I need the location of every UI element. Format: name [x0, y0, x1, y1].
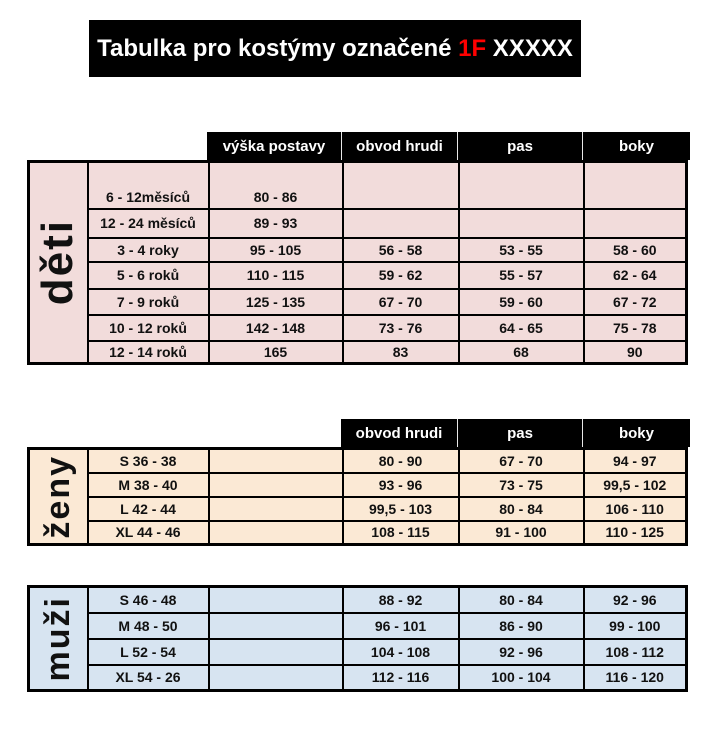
- cell-size: S 46 - 48: [88, 587, 209, 613]
- title-text: Tabulka pro kostýmy označené: [97, 34, 459, 62]
- table-row: [29, 449, 687, 473]
- cell-pas: 86 - 90: [459, 613, 584, 639]
- cell-size: L 52 - 54: [88, 639, 209, 665]
- cell-size: XL 44 - 46: [88, 521, 209, 545]
- cell-vyska: 95 - 105: [209, 238, 343, 262]
- cell-boky: 99 - 100: [584, 613, 687, 639]
- column-header-hrud: obvod hrudi: [341, 132, 457, 160]
- table-row: [29, 613, 687, 639]
- cell-size: M 38 - 40: [88, 473, 209, 497]
- cell-hrud: 93 - 96: [343, 473, 459, 497]
- cell-size: 12 - 24 měsíců: [88, 209, 209, 238]
- zeny-size-table: [27, 447, 688, 546]
- cell-size: 7 - 9 roků: [88, 289, 209, 315]
- column-header-boky: boky: [582, 132, 690, 160]
- group-label-deti: děti: [33, 219, 83, 306]
- cell-size: XL 54 - 26: [88, 665, 209, 691]
- cell-vyska: [209, 639, 343, 665]
- column-header-pas: pas: [457, 132, 582, 160]
- table-row: [29, 262, 687, 289]
- cell-pas: 80 - 84: [459, 587, 584, 613]
- cell-vyska: 110 - 115: [209, 262, 343, 289]
- cell-boky: 106 - 110: [584, 497, 687, 521]
- cell-pas: 53 - 55: [459, 238, 584, 262]
- cell-size: M 48 - 50: [88, 613, 209, 639]
- group-label-cell-muzi: [29, 587, 88, 691]
- cell-hrud: [343, 162, 459, 209]
- title-code-highlight: 1F: [458, 34, 487, 62]
- cell-boky: 116 - 120: [584, 665, 687, 691]
- cell-hrud: 80 - 90: [343, 449, 459, 473]
- cell-size: 5 - 6 roků: [88, 262, 209, 289]
- column-header-boky: boky: [582, 419, 690, 447]
- table-row: [29, 665, 687, 691]
- table-row: [29, 521, 687, 545]
- cell-pas: 91 - 100: [459, 521, 584, 545]
- cell-pas: 59 - 60: [459, 289, 584, 315]
- cell-size: L 42 - 44: [88, 497, 209, 521]
- cell-hrud: 104 - 108: [343, 639, 459, 665]
- group-label-zeny: ženy: [39, 454, 78, 539]
- cell-boky: 75 - 78: [584, 315, 687, 341]
- cell-pas: 100 - 104: [459, 665, 584, 691]
- table-row: [29, 209, 687, 238]
- cell-pas: 73 - 75: [459, 473, 584, 497]
- group-label-cell-deti: [29, 162, 88, 364]
- cell-vyska: 89 - 93: [209, 209, 343, 238]
- deti-column-header: [207, 132, 690, 160]
- cell-size: 3 - 4 roky: [88, 238, 209, 262]
- group-label-muzi: muži: [39, 595, 78, 682]
- cell-pas: 67 - 70: [459, 449, 584, 473]
- cell-vyska: 80 - 86: [209, 162, 343, 209]
- cell-pas: 68: [459, 341, 584, 364]
- table-row: [29, 587, 687, 613]
- cell-pas: 64 - 65: [459, 315, 584, 341]
- cell-pas: 55 - 57: [459, 262, 584, 289]
- column-header-hrud: obvod hrudi: [341, 419, 457, 447]
- cell-boky: 99,5 - 102: [584, 473, 687, 497]
- cell-hrud: [343, 209, 459, 238]
- cell-vyska: 165: [209, 341, 343, 364]
- cell-boky: [584, 209, 687, 238]
- title-text-suffix: XXXXX: [486, 34, 573, 62]
- deti-size-table: [27, 160, 688, 365]
- table-row: [29, 289, 687, 315]
- cell-hrud: 83: [343, 341, 459, 364]
- table-row: [29, 497, 687, 521]
- cell-hrud: 56 - 58: [343, 238, 459, 262]
- cell-size: 12 - 14 roků: [88, 341, 209, 364]
- cell-vyska: [209, 521, 343, 545]
- column-header-pas: pas: [457, 419, 582, 447]
- cell-boky: 92 - 96: [584, 587, 687, 613]
- cell-hrud: 96 - 101: [343, 613, 459, 639]
- group-label-cell-zeny: [29, 449, 88, 545]
- cell-pas: 92 - 96: [459, 639, 584, 665]
- table-row: [29, 473, 687, 497]
- cell-vyska: [209, 665, 343, 691]
- cell-vyska: [209, 473, 343, 497]
- column-header-vyska: výška postavy: [207, 132, 341, 160]
- cell-pas: 80 - 84: [459, 497, 584, 521]
- cell-vyska: [209, 613, 343, 639]
- cell-pas: [459, 209, 584, 238]
- cell-hrud: 59 - 62: [343, 262, 459, 289]
- table-row: [29, 341, 687, 364]
- cell-hrud: 88 - 92: [343, 587, 459, 613]
- cell-hrud: 112 - 116: [343, 665, 459, 691]
- cell-size: 6 - 12měsíců: [88, 162, 209, 209]
- zeny-column-header: [341, 419, 690, 447]
- cell-boky: 90: [584, 341, 687, 364]
- cell-boky: 62 - 64: [584, 262, 687, 289]
- table-row: [29, 315, 687, 341]
- table-row: [29, 639, 687, 665]
- cell-boky: 58 - 60: [584, 238, 687, 262]
- cell-hrud: 73 - 76: [343, 315, 459, 341]
- cell-boky: 94 - 97: [584, 449, 687, 473]
- cell-size: 10 - 12 roků: [88, 315, 209, 341]
- table-row: [29, 162, 687, 209]
- muzi-size-table: [27, 585, 688, 692]
- title-banner: [89, 20, 581, 77]
- cell-vyska: [209, 497, 343, 521]
- cell-vyska: 125 - 135: [209, 289, 343, 315]
- cell-vyska: [209, 587, 343, 613]
- cell-boky: 67 - 72: [584, 289, 687, 315]
- cell-boky: [584, 162, 687, 209]
- cell-vyska: 142 - 148: [209, 315, 343, 341]
- cell-hrud: 99,5 - 103: [343, 497, 459, 521]
- table-row: [29, 238, 687, 262]
- cell-hrud: 108 - 115: [343, 521, 459, 545]
- cell-vyska: [209, 449, 343, 473]
- cell-size: S 36 - 38: [88, 449, 209, 473]
- cell-hrud: 67 - 70: [343, 289, 459, 315]
- cell-pas: [459, 162, 584, 209]
- cell-boky: 110 - 125: [584, 521, 687, 545]
- cell-boky: 108 - 112: [584, 639, 687, 665]
